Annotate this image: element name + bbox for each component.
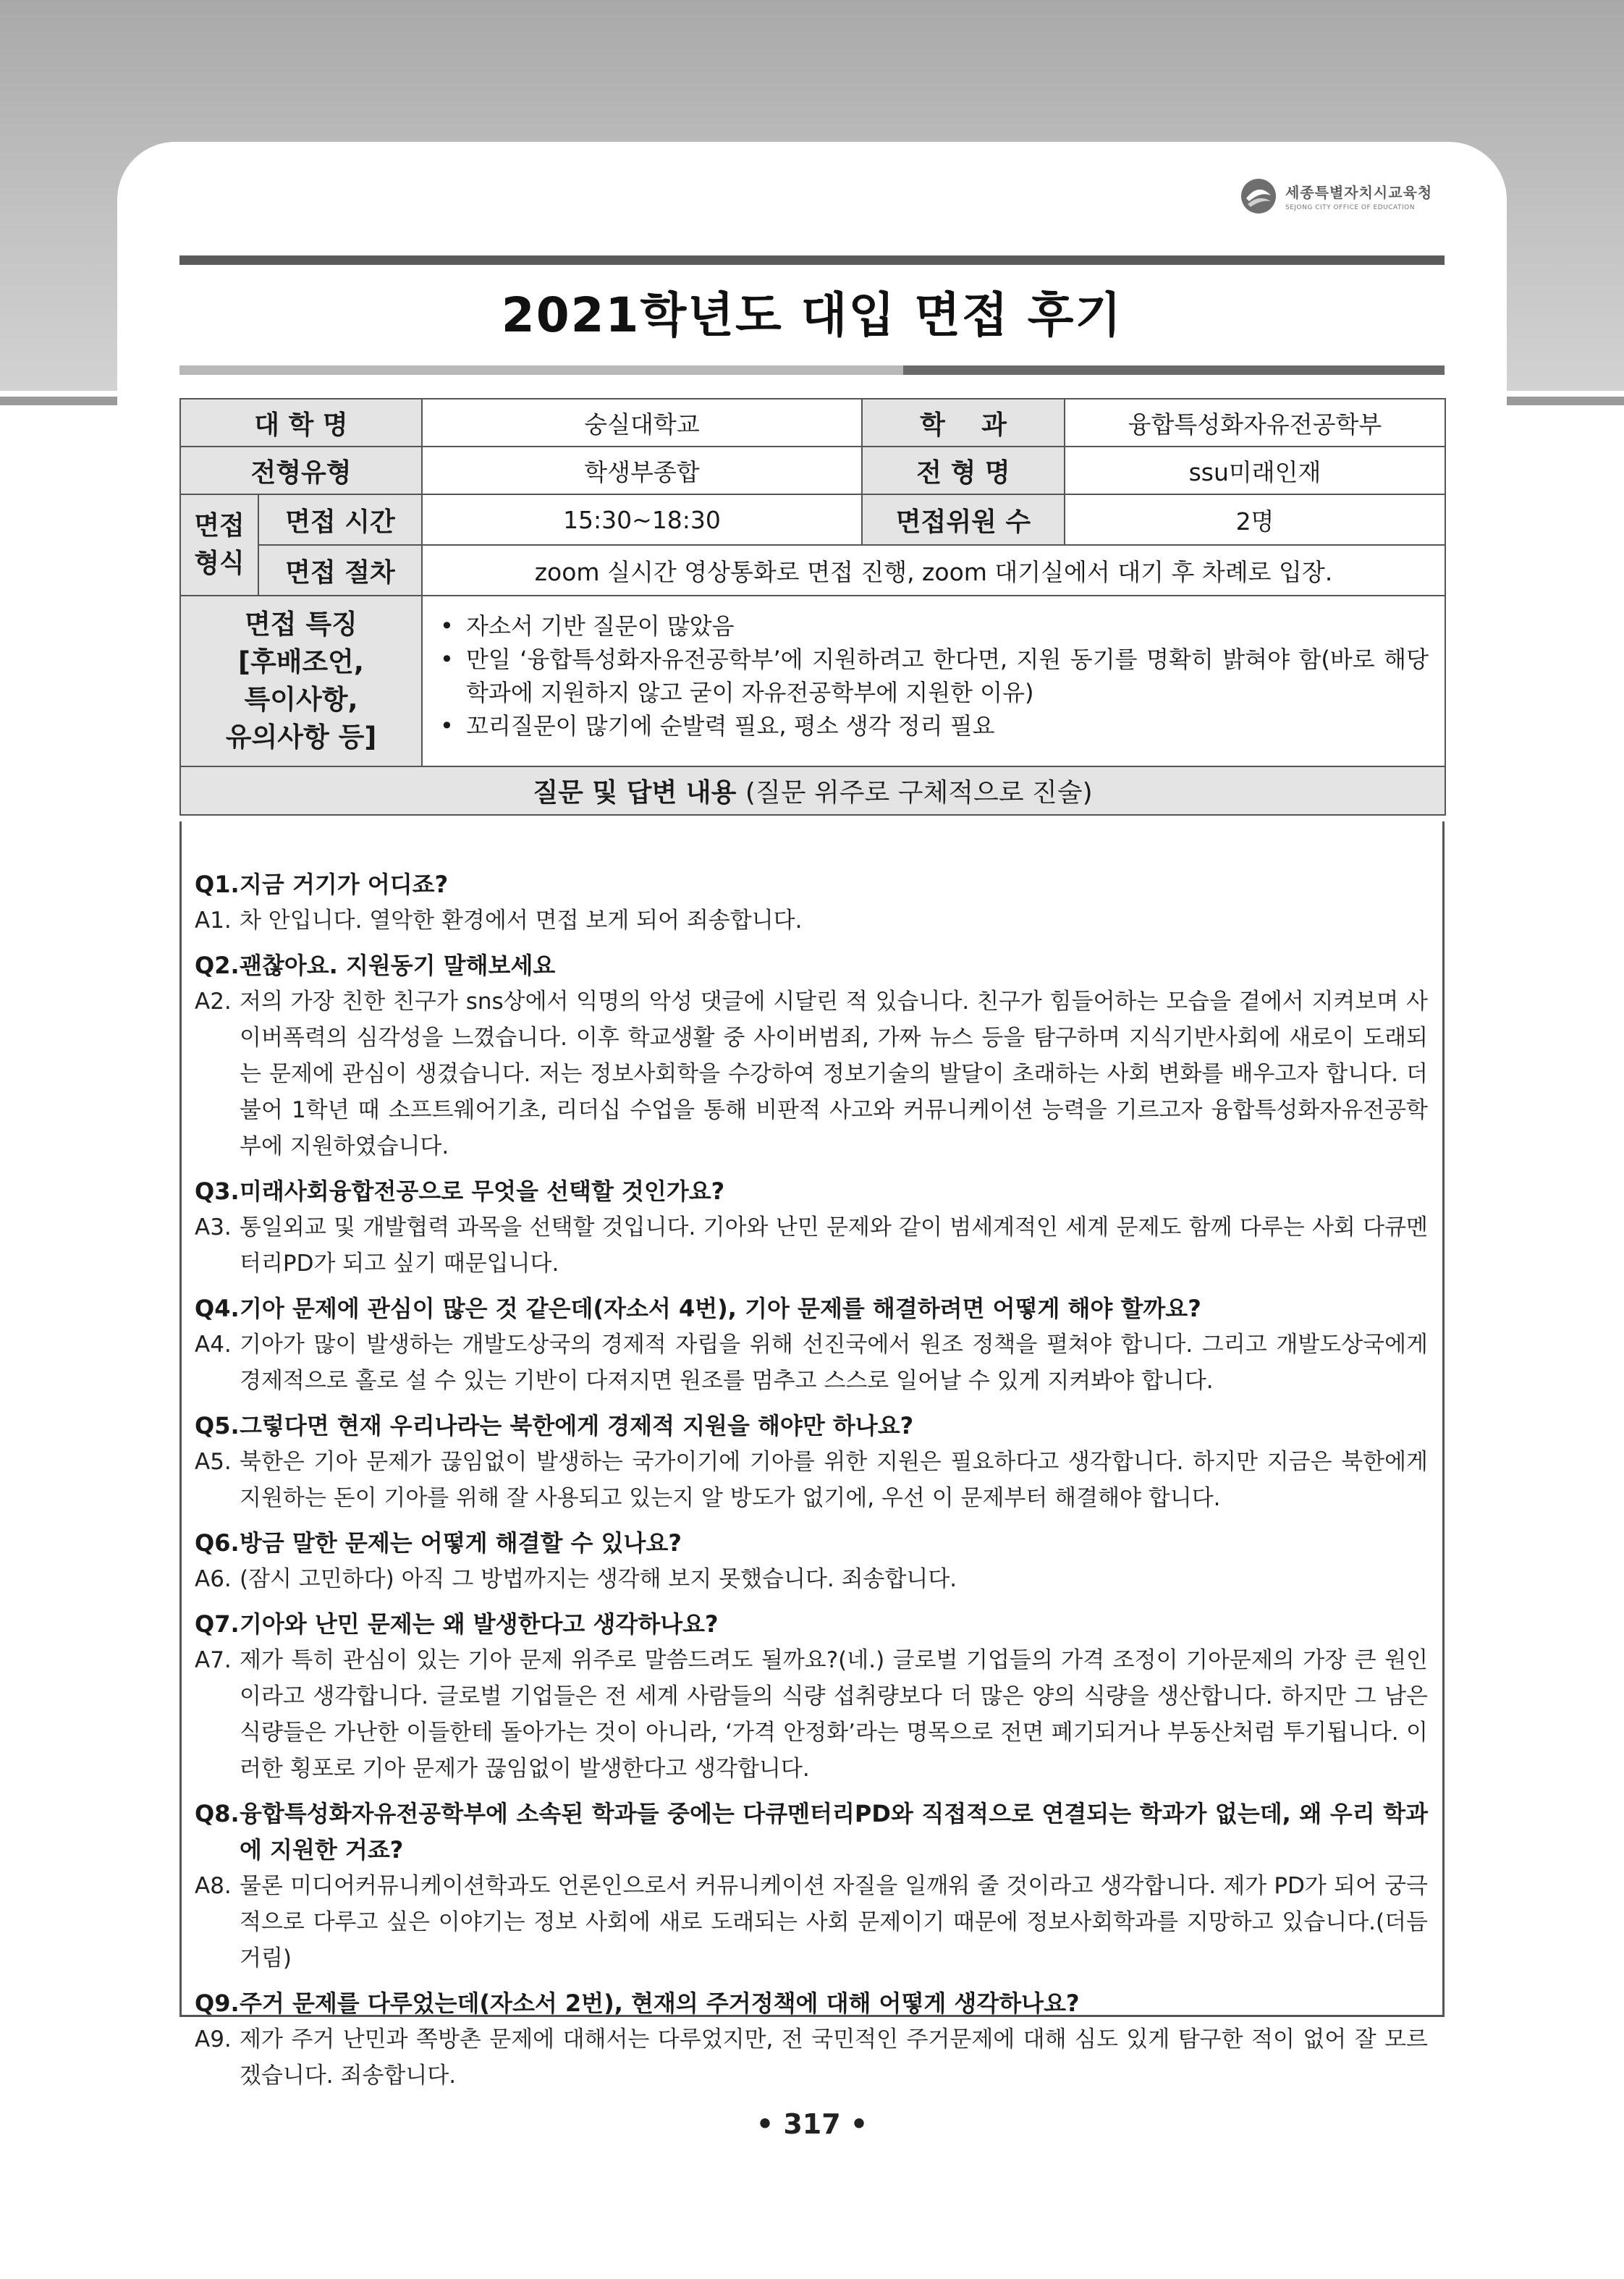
title-rule-top (179, 255, 1445, 265)
answer (195, 2021, 1428, 2094)
answer-text: 기아가 많이 발생하는 개발도상국의 경제적 자립을 위해 선진국에서 원조 정책을 펼쳐야 합니다. 그리고 개발도상국에게 경제적으로 홀로 설 수 있는 기반이 다져지면 원조를 멈추고 스스로 일어날 수 있게 지켜봐야 합니다. (240, 1332, 1428, 1394)
qa-item (195, 1796, 1428, 1976)
question-label: Q8. (195, 1800, 240, 1827)
qa-section-header (180, 766, 1445, 815)
question-text: 주거 문제를 다루었는데(자소서 2번), 현재의 주거정책에 대해 어떻게 생각하나요? (240, 1990, 1080, 2017)
univ-label: 대 학 명 (180, 399, 422, 447)
qa-item (195, 1606, 1428, 1787)
time-value: 15:30~18:30 (422, 494, 862, 545)
qa-box (179, 821, 1445, 2089)
answer (195, 902, 1428, 939)
question-text: 기아와 난민 문제는 왜 발생한다고 생각하나요? (240, 1610, 719, 1638)
question-label: Q7. (195, 1610, 240, 1638)
proc-value: zoom 실시간 영상통화로 면접 진행, zoom 대기실에서 대기 후 차례로 입장. (422, 545, 1445, 596)
answer-label: A8. (195, 1873, 232, 1899)
qa-item (195, 1290, 1428, 1399)
type-value: 학생부종합 (422, 447, 862, 494)
question (195, 1525, 1428, 1561)
question-label: Q9. (195, 1990, 240, 2017)
qa-item (195, 866, 1428, 939)
answer (195, 1561, 1428, 1597)
question-text: 방금 말한 문제는 어떻게 해결할 수 있나요? (240, 1529, 682, 1557)
section-title: 질문 및 답변 내용 (533, 778, 737, 808)
question (195, 1606, 1428, 1642)
answer-label: A7. (195, 1647, 232, 1673)
answer (195, 984, 1428, 1164)
answer-label: A4. (195, 1332, 232, 1358)
type-label: 전형유형 (180, 447, 422, 494)
page-title: 2021학년도 대입 면접 후기 (501, 287, 1123, 343)
dept-value: 융합특성화자유전공학부 (1065, 399, 1445, 447)
question-label: Q6. (195, 1529, 240, 1557)
time-label: 면접 시간 (258, 494, 422, 545)
question (195, 1985, 1428, 2021)
question-text: 지금 거기가 어디죠? (240, 871, 449, 898)
title-rule-bottom (179, 365, 1445, 375)
answer (195, 1642, 1428, 1787)
proc-label: 면접 절차 (258, 545, 422, 596)
question (195, 1408, 1428, 1444)
answer-text: (잠시 고민하다) 아직 그 방법까지는 생각해 보지 못했습니다. 죄송합니다. (240, 1566, 957, 1592)
page-number: • 317 • (756, 2108, 868, 2140)
panel-value: 2명 (1065, 494, 1445, 545)
question-text: 융합특성화자유전공학부에 소속된 학과들 중에는 다큐멘터리PD와 직접적으로 연결되는 학과가 없는데, 왜 우리 학과에 지원한 거죠? (240, 1800, 1428, 1864)
answer (195, 1868, 1428, 1976)
answer-text: 차 안입니다. 열악한 환경에서 면접 보게 되어 죄송합니다. (240, 908, 803, 934)
feature-label: 면접 특징 [후배조언, 특이사항, 유의사항 등] (180, 596, 422, 766)
answer-text: 통일외교 및 개발협력 과목을 선택할 것입니다. 기아와 난민 문제와 같이 범세계적인 세계 문제도 함께 다루는 사회 다큐멘터리PD가 되고 싶기 때문입니다. (240, 1214, 1428, 1277)
office-logo (1239, 177, 1432, 216)
question-text: 괜찮아요. 지원동기 말해보세요 (240, 952, 556, 979)
question-text: 그렇다면 현재 우리나라는 북한에게 경제적 지원을 해야만 하나요? (240, 1412, 914, 1439)
section-subtitle: (질문 위주로 구체적으로 진술) (745, 778, 1093, 808)
answer-label: A1. (195, 908, 232, 934)
answer-label: A2. (195, 989, 232, 1015)
question-label: Q1. (195, 871, 240, 898)
question (195, 1290, 1428, 1327)
name-label: 전 형 명 (862, 447, 1065, 494)
qa-item (195, 1408, 1428, 1516)
name-value: ssu미래인재 (1065, 447, 1445, 494)
left-stripe (0, 397, 117, 405)
qa-item (195, 1173, 1428, 1282)
qa-item (195, 1985, 1428, 2094)
answer (195, 1209, 1428, 1282)
answer-text: 북한은 기아 문제가 끊임없이 발생하는 국가이기에 기아를 위한 지원은 필요하다고 생각합니다. 하지만 지금은 북한에게 지원하는 돈이 기아를 위해 잘 사용되고 있는지 알 방도가 없기에, 우선 이 문제부터 해결해야 합니다. (240, 1449, 1428, 1511)
logo-text-ko: 세종특별자치시교육청 (1285, 184, 1433, 201)
question (195, 1796, 1428, 1868)
format-label: 면접 형식 (180, 494, 258, 596)
answer (195, 1327, 1428, 1399)
logo-text-en: SEJONG CITY OFFICE OF EDUCATION (1285, 204, 1415, 211)
feature-list (422, 596, 1445, 766)
question (195, 866, 1428, 902)
feature-item: • 만일 ‘융합특성화자유전공학부’에 지원하려고 한다면, 지원 동기를 명확히 밝혀야 함(바로 해당 학과에 지원하지 않고 굳이 자유전공학부에 지원한 이유) (437, 643, 1429, 709)
univ-value: 숭실대학교 (422, 399, 862, 447)
qa-item (195, 1525, 1428, 1597)
question-label: Q5. (195, 1412, 240, 1439)
logo-icon (1239, 177, 1278, 216)
answer-text: 저의 가장 친한 친구가 sns상에서 익명의 악성 댓글에 시달린 적 있습니다. 친구가 힘들어하는 모습을 곁에서 지켜보며 사이버폭력의 심각성을 느꼈습니다. 이후 학교생활 중 사이버범죄, 가짜 뉴스 등을 탐구하며 지식기반사회에 새로이 도래되는 문제에 관심이 생겼습니다. 저는 정보사회학을 수강하여 정보기술의 발달이 초래하는 사회 변화를 배우고자 합니다. 더불어 1학년 때 소프트웨어기초, 리더십 수업을 통해 비판적 사고와 커뮤니케이션 능력을 기르고자 융합특성화자유전공학부에 지원하였습니다. (240, 989, 1428, 1159)
answer-text: 물론 미디어커뮤니케이션학과도 언론인으로서 커뮤니케이션 자질을 일깨워 줄 것이라고 생각합니다. 제가 PD가 되어 궁극적으로 다루고 싶은 이야기는 정보 사회에 새로 도래되는 사회 문제이기 때문에 정보사회학과를 지망하고 있습니다.(더듬거림) (240, 1873, 1428, 1971)
question (195, 1173, 1428, 1209)
feature-item: • 꼬리질문이 많기에 순발력 필요, 평소 생각 정리 필요 (437, 709, 1429, 743)
question (195, 947, 1428, 984)
answer-label: A3. (195, 1214, 232, 1240)
answer-label: A9. (195, 2026, 232, 2052)
question-label: Q2. (195, 952, 240, 979)
answer (195, 1444, 1428, 1516)
answer-label: A6. (195, 1566, 232, 1592)
answer-label: A5. (195, 1449, 232, 1475)
question-label: Q4. (195, 1295, 240, 1322)
question-label: Q3. (195, 1177, 240, 1205)
feature-item: • 자소서 기반 질문이 많았음 (437, 609, 1429, 643)
answer-text: 제가 주거 난민과 쪽방촌 문제에 대해서는 다루었지만, 전 국민적인 주거문제에 대해 심도 있게 탐구한 적이 없어 잘 모르겠습니다. 죄송합니다. (240, 2026, 1428, 2089)
question-text: 미래사회융합전공으로 무엇을 선택할 것인가요? (240, 1177, 725, 1205)
question-text: 기아 문제에 관심이 많은 것 같은데(자소서 4번), 기아 문제를 해결하려면 어떻게 해야 할까요? (240, 1295, 1201, 1322)
dept-label: 학 과 (862, 399, 1065, 447)
panel-label: 면접위원 수 (862, 494, 1065, 545)
info-table (179, 398, 1446, 816)
qa-item (195, 947, 1428, 1164)
right-stripe (1507, 397, 1624, 405)
answer-text: 제가 특히 관심이 있는 기아 문제 위주로 말씀드려도 될까요?(네.) 글로벌 기업들의 가격 조정이 기아문제의 가장 큰 원인이라고 생각합니다. 글로벌 기업들은 전 세계 사람들의 식량 섭취량보다 더 많은 양의 식량을 생산합니다. 하지만 그 남은 식량들은 가난한 이들한테 돌아가는 것이 아니라, ‘가격 안정화’라는 명목으로 전면 폐기되거나 부동산처럼 투기됩니다. 이러한 횡포로 기아 문제가 끊임없이 발생한다고 생각합니다. (240, 1647, 1428, 1782)
